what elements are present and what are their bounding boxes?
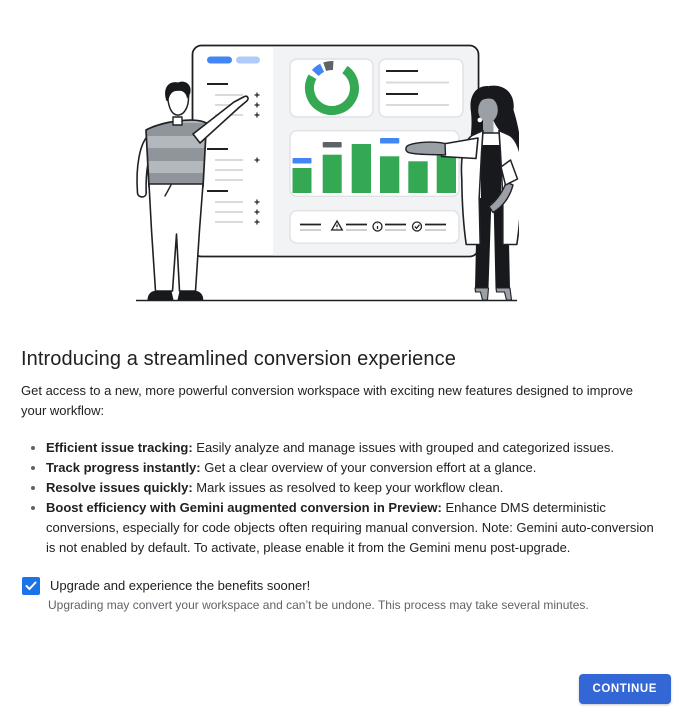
upgrade-checkbox-label[interactable]: Upgrade and experience the benefits sooner! (50, 578, 311, 593)
benefit-item: Efficient issue tracking: Easily analyze and manage issues with grouped and categorized issues. (46, 438, 658, 458)
benefit-item: Track progress instantly: Get a clear overview of your conversion effort at a glance. (46, 458, 658, 478)
benefit-item: Resolve issues quickly: Mark issues as resolved to keep your workflow clean. (46, 478, 658, 498)
benefit-item: Boost efficiency with Gemini augmented conversion in Preview: Enhance DMS deterministic conversions, especially for code objects often requiring manual conversion. Note: Gemini auto-conversion is not enabled by default. To activate, please enable it from the Gemini menu post-upgrade. (46, 498, 658, 558)
dialog-intro: Get access to a new, more powerful conversion workspace with exciting new features designed to improve your workflow: (21, 383, 634, 418)
dialog-title: Introducing a streamlined conversion experience (21, 348, 456, 370)
upgrade-checkbox[interactable] (22, 577, 40, 595)
continue-button[interactable]: CONTINUE (579, 674, 671, 704)
donut-chart-card (290, 59, 373, 117)
upgrade-checkbox-row[interactable] (22, 577, 310, 595)
upgrade-note: Upgrading may convert your workspace and can’t be undone. This process may take several minutes. (48, 598, 589, 612)
checkmark-icon (25, 581, 37, 591)
illustration-dashboard-people (133, 38, 519, 306)
bar-chart-card (290, 131, 459, 197)
benefits-list (21, 438, 658, 558)
summary-card (379, 59, 463, 117)
status-strip-card (290, 211, 459, 244)
